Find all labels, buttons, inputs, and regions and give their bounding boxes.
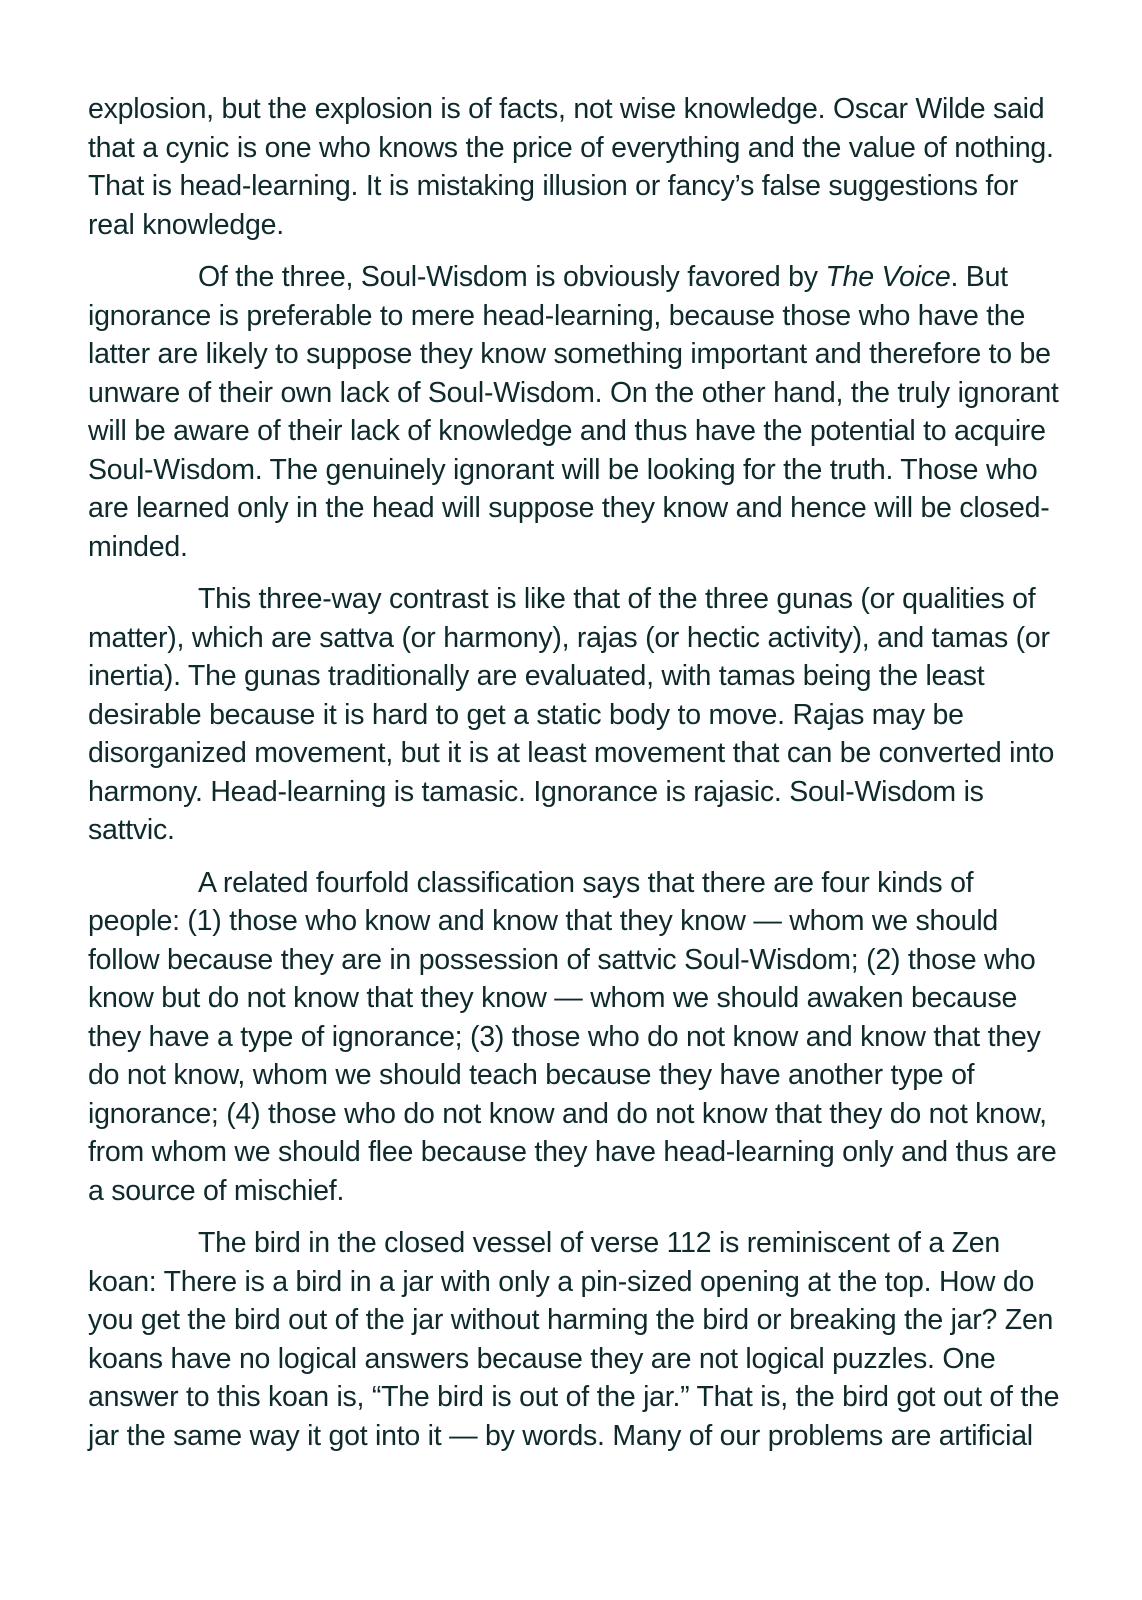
text-segment: Soul-Wisdom. The genuinely ignorant will be looking for the truth. Those who bbox=[88, 453, 1038, 486]
text-segment: real knowledge. bbox=[88, 208, 284, 241]
text-line bbox=[88, 528, 1078, 567]
text-line bbox=[88, 90, 1078, 129]
text-line bbox=[88, 167, 1078, 206]
text-line bbox=[88, 1095, 1078, 1134]
text-segment: This three-way contrast is like that of the three gunas (or qualities of bbox=[198, 583, 1036, 615]
text-segment: . But bbox=[950, 261, 1008, 293]
text-line bbox=[88, 297, 1078, 336]
text-segment: from whom we should flee because they have head-learning only and thus are bbox=[88, 1136, 1057, 1168]
text-segment: are learned only in the head will suppose they know and hence will be closed- bbox=[88, 492, 1050, 524]
text-segment: sattvic. bbox=[88, 814, 175, 846]
text-line bbox=[88, 619, 1078, 658]
text-segment: unware of their own lack of Soul-Wisdom. On the other hand, the truly ignorant bbox=[88, 376, 1059, 409]
text-line bbox=[88, 1263, 1078, 1302]
text-line bbox=[88, 1378, 1078, 1417]
paragraph bbox=[88, 864, 1078, 1211]
book-title-italic: The Voice bbox=[825, 261, 951, 293]
text-line bbox=[88, 489, 1078, 528]
text-segment: a source of mischief. bbox=[88, 1174, 345, 1207]
text-line bbox=[88, 1301, 1078, 1340]
text-line bbox=[88, 412, 1078, 451]
text-line bbox=[88, 734, 1078, 773]
text-line bbox=[88, 696, 1078, 735]
text-segment: harmony. Head-learning is tamasic. Ignorance is rajasic. Soul-Wisdom is bbox=[88, 775, 984, 808]
text-block bbox=[88, 90, 1078, 1455]
text-segment: know but do not know that they know — whom we should awaken because bbox=[88, 982, 1018, 1014]
text-segment: koans have no logical answers because they are not logical puzzles. One bbox=[88, 1342, 996, 1375]
text-segment: inertia). The gunas traditionally are evaluated, with tamas being the least bbox=[88, 660, 985, 692]
text-segment: latter are likely to suppose they know something important and therefore to be bbox=[88, 338, 1051, 370]
text-segment: you get the bird out of the jar without harming the bird or breaking the jar? Zen bbox=[88, 1304, 1054, 1336]
text-segment: they have a type of ignorance; (3) those who do not know and know that they bbox=[88, 1020, 1041, 1053]
text-segment: will be aware of their lack of knowledge and thus have the potential to acquire bbox=[88, 415, 1046, 447]
text-line bbox=[88, 773, 1078, 812]
text-segment: follow because they are in possession of sattvic Soul-Wisdom; (2) those who bbox=[88, 943, 1036, 976]
text-line bbox=[88, 335, 1078, 374]
text-segment: That is head-learning. It is mistaking illusion or fancy’s false suggestions for bbox=[88, 170, 1018, 202]
paragraph bbox=[88, 580, 1078, 850]
text-segment: The bird in the closed vessel of verse 112 is reminiscent of a Zen bbox=[198, 1227, 1000, 1259]
paragraph bbox=[88, 90, 1078, 244]
text-line bbox=[88, 129, 1078, 168]
text-line bbox=[88, 1224, 1078, 1263]
text-line bbox=[88, 1172, 1078, 1211]
text-segment: explosion, but the explosion is of facts, not wise knowledge. Oscar Wilde said bbox=[88, 93, 1045, 125]
text-segment: that a cynic is one who knows the price of everything and the value of nothing. bbox=[88, 131, 1054, 164]
text-line bbox=[88, 902, 1078, 941]
text-segment: koan: There is a bird in a jar with only a pin-sized opening at the top. How do bbox=[88, 1265, 1035, 1298]
text-segment: do not know, whom we should teach because they have another type of bbox=[88, 1059, 975, 1091]
text-line bbox=[88, 979, 1078, 1018]
text-line bbox=[88, 657, 1078, 696]
text-line bbox=[88, 374, 1078, 413]
text-segment: desirable because it is hard to get a static body to move. Rajas may be bbox=[88, 698, 964, 731]
text-segment: disorganized movement, but it is at least movement that can be converted into bbox=[88, 737, 1055, 769]
text-segment: people: (1) those who know and know that they know — whom we should bbox=[88, 905, 999, 937]
text-segment: jar the same way it got into it — by words. Many of our problems are artificial bbox=[88, 1419, 1033, 1452]
text-segment: minded. bbox=[88, 530, 188, 563]
text-segment: A related fourfold classification says that there are four kinds of bbox=[198, 866, 974, 899]
text-line bbox=[88, 864, 1078, 903]
text-line bbox=[88, 1417, 1078, 1456]
text-segment: answer to this koan is, “The bird is out of the jar.” That is, the bird got out of the bbox=[88, 1381, 1060, 1413]
text-line bbox=[88, 580, 1078, 619]
text-line bbox=[88, 1056, 1078, 1095]
text-line bbox=[88, 811, 1078, 850]
text-line bbox=[88, 258, 1078, 297]
text-line bbox=[88, 1133, 1078, 1172]
text-segment: ignorance is preferable to mere head-learning, because those who have the bbox=[88, 299, 1026, 332]
text-line bbox=[88, 941, 1078, 980]
text-line bbox=[88, 451, 1078, 490]
text-line bbox=[88, 1340, 1078, 1379]
text-line bbox=[88, 1018, 1078, 1057]
text-segment: Of the three, Soul-Wisdom is obviously favored by bbox=[198, 261, 826, 293]
paragraph bbox=[88, 258, 1078, 566]
paragraph bbox=[88, 1224, 1078, 1455]
text-line bbox=[88, 206, 1078, 245]
text-segment: matter), which are sattva (or harmony), rajas (or hectic activity), and tamas (or bbox=[88, 621, 1050, 654]
text-segment: ignorance; (4) those who do not know and do not know that they do not know, bbox=[88, 1097, 1047, 1130]
